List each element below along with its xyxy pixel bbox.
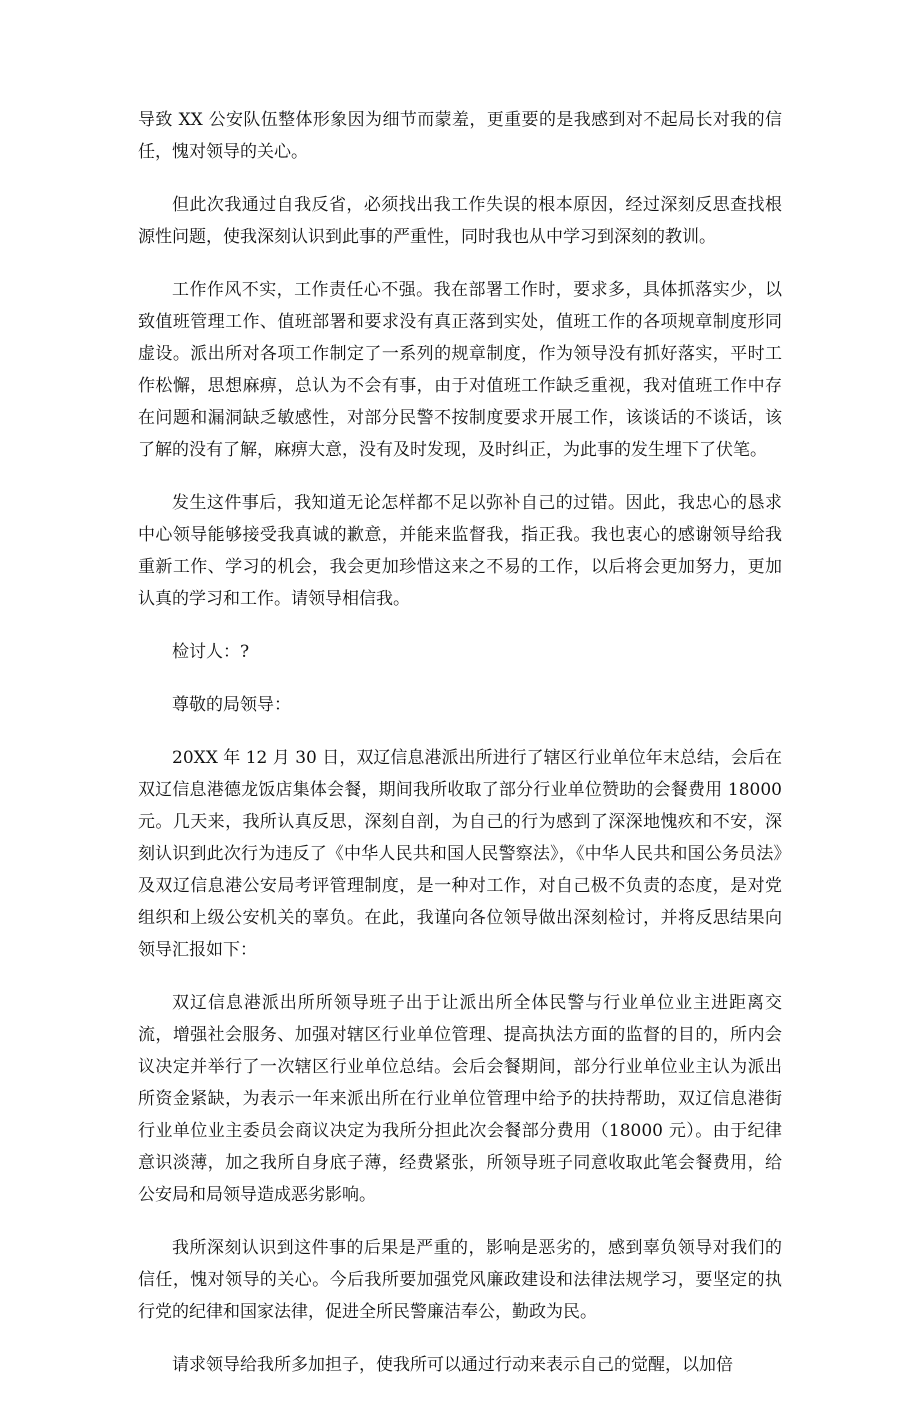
paragraph-consequences: 我所深刻认识到这件事的后果是严重的，影响是恶劣的，感到辜负领导对我们的信任，愧对领导的关心。今后我所要加强党风廉政建设和法律法规学习，要坚定的执行党的纪律和国家法律，促进全所民警廉洁奉公，勤政为民。	[138, 1238, 782, 1322]
paragraph-self-reflection: 但此次我通过自我反省，必须找出我工作失误的根本原因，经过深刻反思查找根源性问题，使我深刻认识到此事的严重性，同时我也从中学习到深刻的教训。	[138, 195, 782, 247]
paragraph-apology: 发生这件事后，我知道无论怎样都不足以弥补自己的过错。因此，我忠心的恳求中心领导能够接受我真诚的歉意，并能来监督我，指正我。我也衷心的感谢领导给我重新工作、学习的机会，我会更加珍惜这来之不易的工作，以后将会更加努力，更加认真的学习和工作。请领导相信我。	[138, 493, 782, 609]
paragraph-request: 请求领导给我所多加担子，使我所可以通过行动来表示自己的觉醒，以加倍	[172, 1355, 733, 1375]
paragraph-background: 双辽信息港派出所所领导班子出于让派出所全体民警与行业单位业主进距离交流，增强社会服务、加强对辖区行业单位管理、提高执法方面的监督的目的，所内会议决定并举行了一次辖区行业单位总结。会后会餐期间，部分行业单位业主认为派出所资金紧缺，为表示一年来派出所在行业单位管理中给予的扶持帮助，双辽信息港街行业单位业主委员会商议决定为我所分担此次会餐部分费用（18000 元）。由于纪律意识淡薄，加之我所自身底子薄，经费紧张，所领导班子同意收取此笔会餐费用，给公安局和局领导造成恶劣影响。	[138, 993, 782, 1205]
document-body	[138, 104, 782, 1402]
salutation: 尊敬的局领导：	[172, 695, 291, 715]
paragraph-continuation: 导致 XX 公安队伍整体形象因为细节而蒙羞，更重要的是我感到对不起局长对我的信任，愧对领导的关心。	[138, 110, 782, 162]
signature-line: 检讨人：?	[172, 642, 250, 662]
paragraph-work-style: 工作作风不实，工作责任心不强。我在部署工作时，要求多，具体抓落实少，以致值班管理工作、值班部署和要求没有真正落到实处，值班工作的各项规章制度形同虚设。派出所对各项工作制定了一系列的规章制度，作为领导没有抓好落实，平时工作松懈，思想麻痹，总认为不会有事，由于对值班工作缺乏重视，我对值班工作中存在问题和漏洞缺乏敏感性，对部分民警不按制度要求开展工作，该谈话的不谈话，该了解的没有了解，麻痹大意，没有及时发现，及时纠正，为此事的发生埋下了伏笔。	[138, 280, 782, 460]
paragraph-incident: 20XX 年 12 月 30 日，双辽信息港派出所进行了辖区行业单位年末总结，会后在双辽信息港德龙饭店集体会餐，期间我所收取了部分行业单位赞助的会餐费用 18000 元。几天来，我所认真反思，深刻自剖，为自己的行为感到了深深地愧疚和不安，深刻认识到此次行为违反了《中华人民共和国人民警察法》，《中华人民共和国公务员法》及双辽信息港公安局考评管理制度，是一种对工作，对自己极不负责的态度，是对党组织和上级公安机关的辜负。在此，我谨向各位领导做出深刻检讨，并将反思结果向领导汇报如下：	[138, 748, 782, 960]
